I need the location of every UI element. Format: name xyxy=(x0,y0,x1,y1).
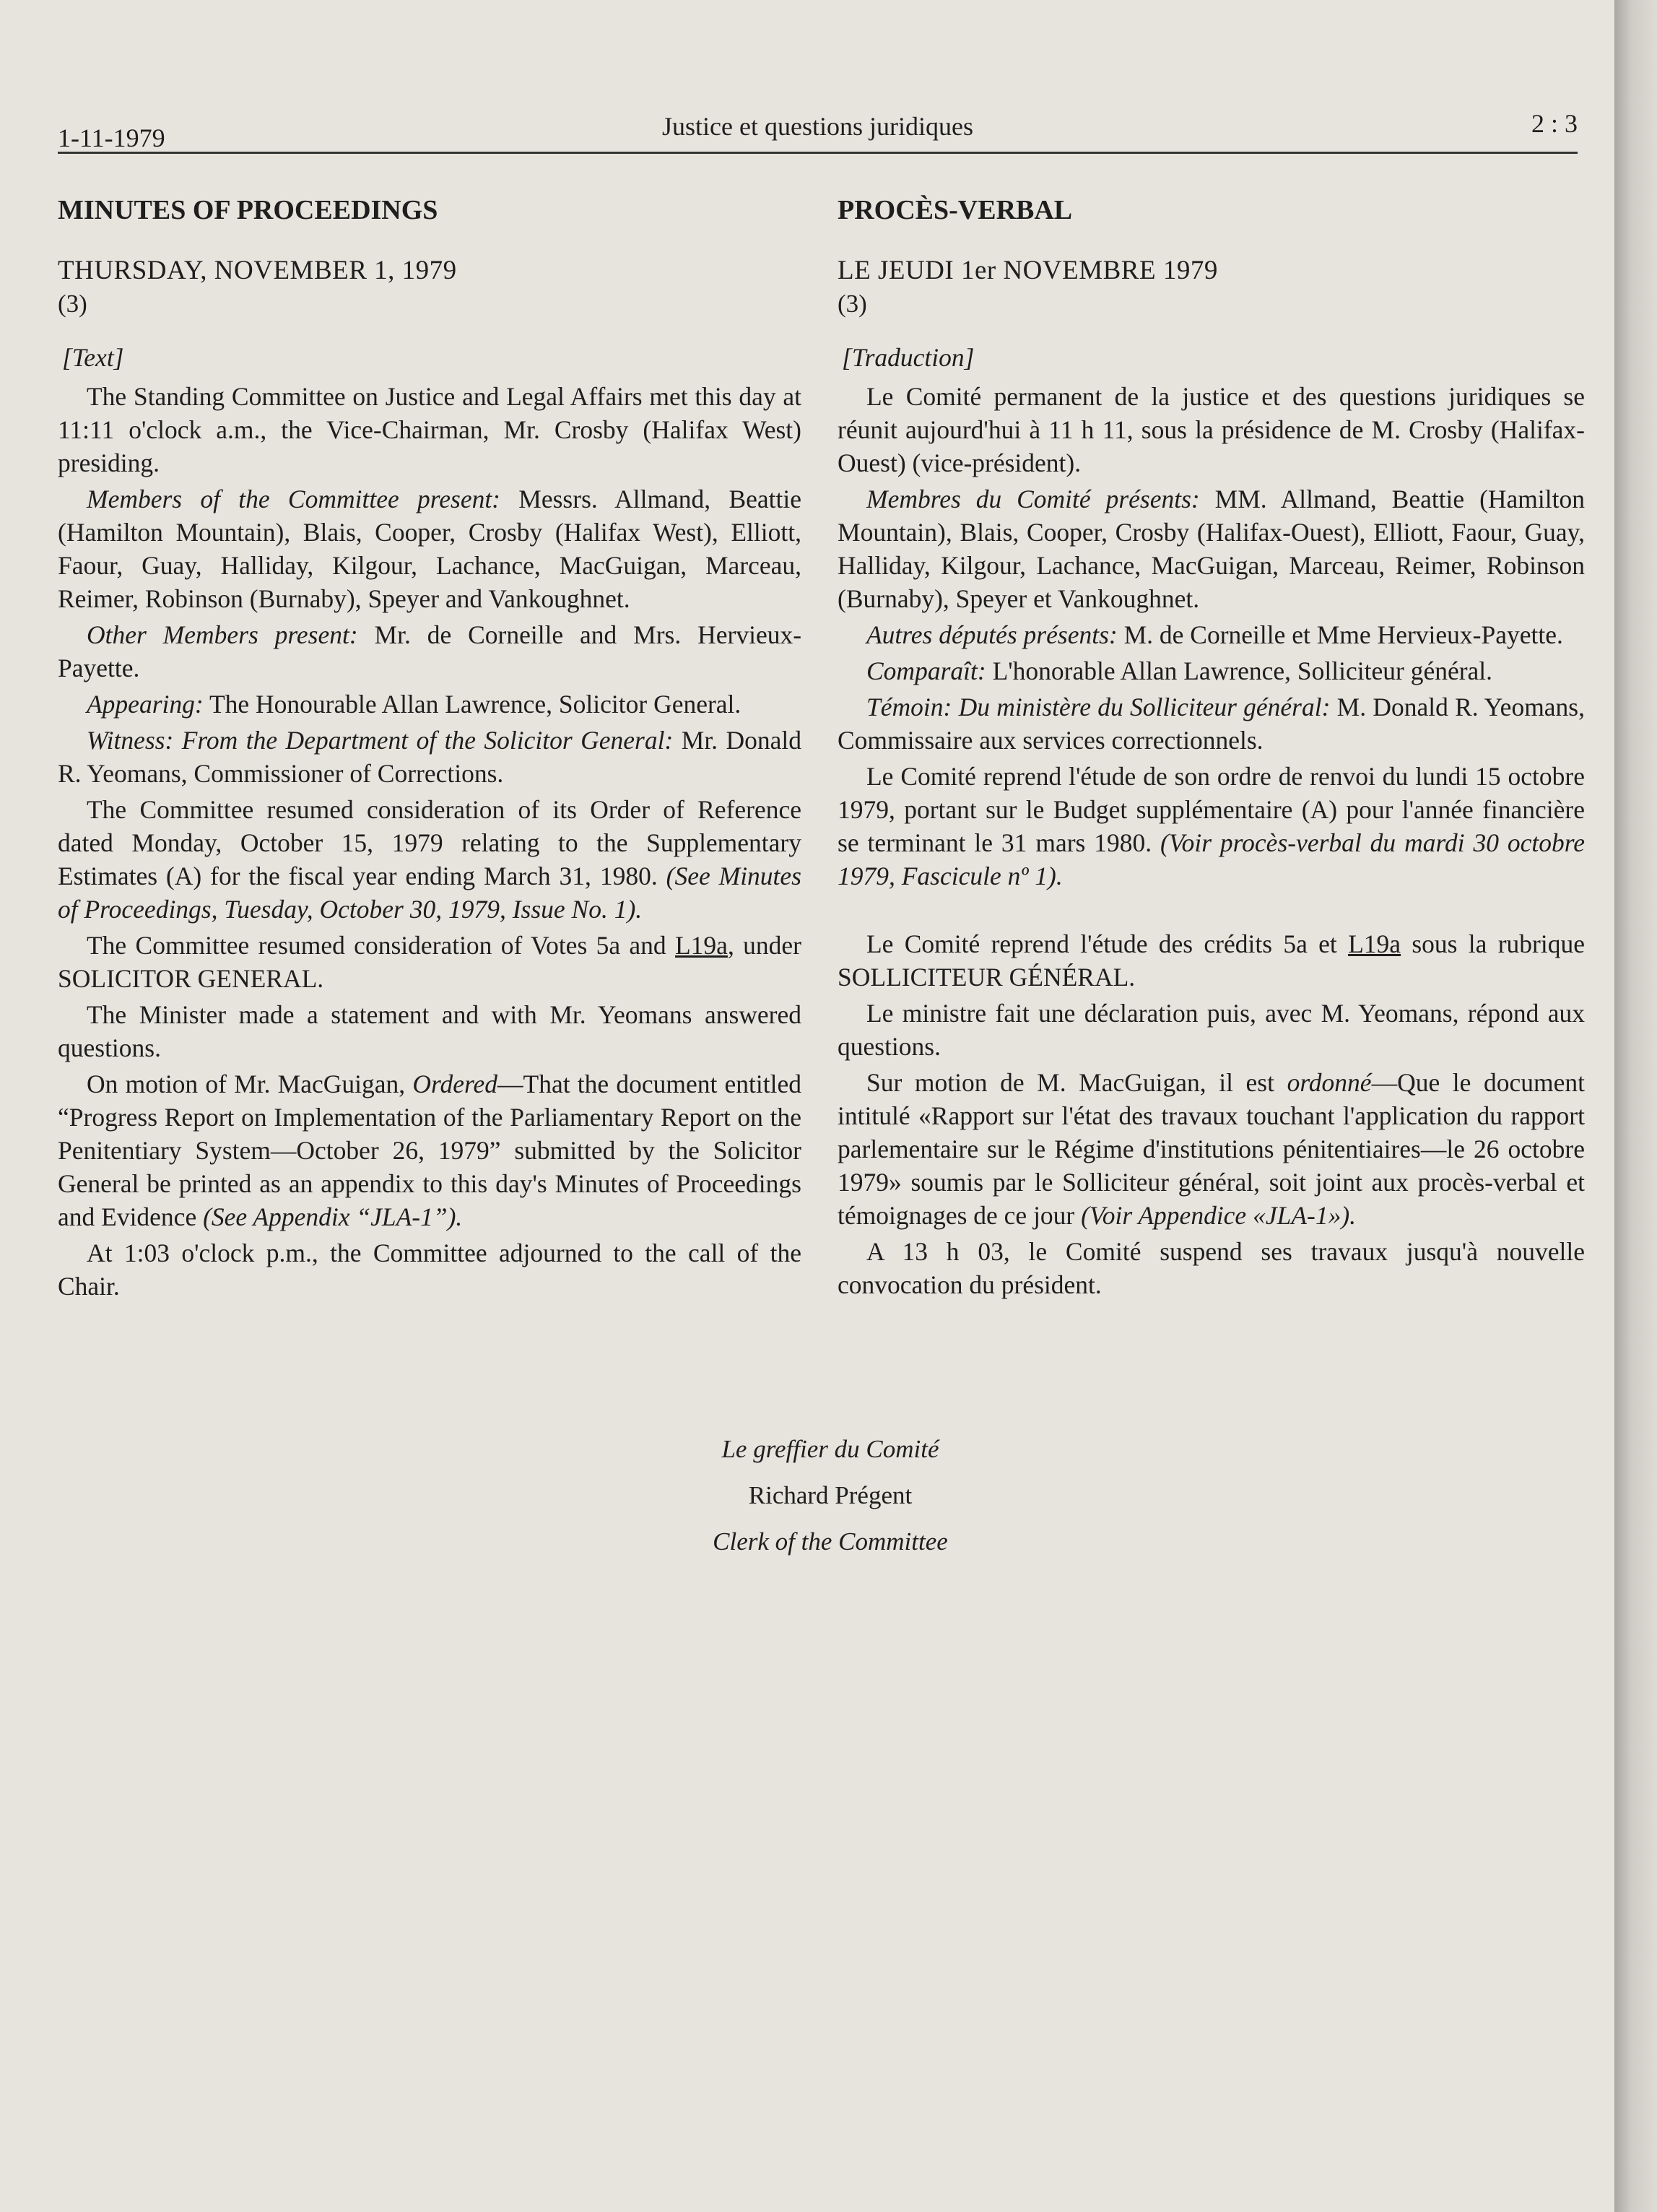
signature-name: Richard Prégent xyxy=(748,1481,913,1509)
french-other-members xyxy=(838,618,1585,651)
french-votes xyxy=(838,927,1585,994)
french-members-list: MM. Allmand, Beattie (Hamilton Mountain), Blais, Cooper, Crosby (Halifax-Ouest), Elliott, Faour, Guay, Halliday, Kilgour, Lachance, MacGuigan, Marceau, Reimer, Robinson (Burnaby), Speyer et Vankoughnet. xyxy=(838,485,1586,613)
english-votes-text: The Committee resumed consideration of Votes 5a and xyxy=(87,931,666,960)
english-heading: MINUTES OF PROCEEDINGS xyxy=(58,195,438,225)
page-edge-shadow xyxy=(1614,0,1657,2212)
english-appearing xyxy=(58,688,801,721)
french-paragraph-1: Le Comité permanent de la justice et des questions juridiques se réunit aujourd'hui à 11 h 11, sous la présidence de M. Crosby (Halifax-Ouest) (vice-président). xyxy=(838,382,1585,477)
french-adjournment: A 13 h 03, le Comité suspend ses travaux jusqu'à nouvelle convocation du président. xyxy=(838,1237,1585,1299)
english-other-members xyxy=(58,618,801,685)
french-heading: PROCÈS-VERBAL xyxy=(838,195,1073,225)
english-order-of-reference xyxy=(58,793,801,926)
english-order-text: The Committee resumed consideration of its Order of Reference dated Monday, October 15, 1979 relating to the Supplementary Estimates (A) for the fiscal year ending March 31, 1980. xyxy=(58,795,801,890)
french-minister-statement: Le ministre fait une déclaration puis, avec M. Yeomans, répond aux questions. xyxy=(838,999,1585,1061)
english-witness xyxy=(58,724,801,790)
french-column xyxy=(838,194,1585,1304)
english-votes xyxy=(58,929,801,995)
french-votes-text: Le Comité reprend l'étude des crédits 5a et xyxy=(866,929,1337,958)
french-motion-intro: Sur motion de M. MacGuigan, il est xyxy=(866,1068,1274,1097)
french-order-of-reference xyxy=(838,760,1585,893)
french-order-text: Le Comité reprend l'étude de son ordre de renvoi du lundi 15 octobre 1979, portant sur le Budget supplémentaire (A) pour l'année financière se terminant le 31 mars 1980. xyxy=(838,762,1585,857)
french-appearing xyxy=(838,654,1585,688)
signature-clerk-en: Clerk of the Committee xyxy=(713,1527,948,1556)
english-appearing-text: The Honourable Allan Lawrence, Solicitor General. xyxy=(209,690,741,719)
english-minister-statement: The Minister made a statement and with Mr. Yeomans answered questions. xyxy=(58,1000,801,1062)
french-witness-label: Témoin: Du ministère du Solliciteur général: xyxy=(866,693,1331,721)
english-other-members-list: Mr. de Corneille and Mrs. Hervieux-Payette. xyxy=(58,620,802,682)
french-motion-ordered: ordonné xyxy=(1287,1068,1372,1097)
header-date: 1-11-1979 xyxy=(58,123,165,152)
french-spacer xyxy=(838,895,1585,927)
english-votes-rubric: , under SOLICITOR GENERAL. xyxy=(58,931,801,993)
french-motion-ref: (Voir Appendice «JLA-1»). xyxy=(1081,1201,1357,1230)
header-title: Justice et questions juridiques xyxy=(662,112,973,141)
english-motion-ordered: Ordered xyxy=(412,1070,498,1098)
signature-clerk-fr: Le greffier du Comité xyxy=(721,1435,939,1463)
english-sitting-number: (3) xyxy=(58,290,87,318)
page-header xyxy=(58,108,1578,154)
english-motion xyxy=(58,1067,801,1233)
french-other-members-list: M. de Corneille et Mme Hervieux-Payette. xyxy=(1123,620,1563,649)
french-members-present xyxy=(838,482,1585,615)
english-other-members-label: Other Members present: xyxy=(87,620,358,649)
french-text-tag: [Traduction] xyxy=(842,343,975,372)
french-date: LE JEUDI 1er NOVEMBRE 1979 xyxy=(838,256,1218,285)
french-members-label: Membres du Comité présents: xyxy=(866,485,1200,513)
english-witness-text: Mr. Donald R. Yeomans, Commissioner of Corrections. xyxy=(58,726,801,788)
english-adjournment: At 1:03 o'clock p.m., the Committee adjourned to the call of the Chair. xyxy=(58,1239,801,1301)
english-paragraph-1: The Standing Committee on Justice and Legal Affairs met this day at 11:11 o'clock a.m., the Vice-Chairman, Mr. Crosby (Halifax West) presiding. xyxy=(58,382,801,477)
french-vote-l19a: L19a xyxy=(1348,929,1401,958)
english-text-tag: [Text] xyxy=(62,343,124,372)
english-order-ref: (See Minutes of Proceedings, Tuesday, October 30, 1979, Issue No. 1). xyxy=(58,862,801,924)
header-page-number: 2 : 3 xyxy=(1531,109,1578,138)
english-members-present xyxy=(58,482,801,615)
french-motion-text: —Que le document intitulé «Rapport sur l'état des travaux touchant l'application du rapport parlementaire sur le Régime d'institutions pénitentiaires—le 26 octobre 1979» soumis par le Solliciteur général, soit joint aux procès-verbal et témoignages de ce jour xyxy=(838,1068,1585,1230)
english-column xyxy=(58,194,801,1306)
french-appearing-text: L'honorable Allan Lawrence, Solliciteur général. xyxy=(992,656,1493,685)
english-members-label: Members of the Committee present: xyxy=(87,485,501,513)
english-motion-ref: (See Appendix “JLA-1”). xyxy=(203,1202,463,1231)
signature-block xyxy=(563,1426,1097,1565)
english-date: THURSDAY, NOVEMBER 1, 1979 xyxy=(58,256,457,285)
french-other-members-label: Autres députés présents: xyxy=(866,620,1118,649)
french-witness-text: M. Donald R. Yeomans, Commissaire aux services correctionnels. xyxy=(838,693,1585,755)
english-vote-l19a: L19a xyxy=(675,931,728,960)
french-sitting-number: (3) xyxy=(838,290,867,318)
french-motion xyxy=(838,1066,1585,1232)
english-motion-intro: On motion of Mr. MacGuigan, xyxy=(87,1070,406,1098)
french-appearing-label: Comparaît: xyxy=(866,656,986,685)
french-order-ref: (Voir procès-verbal du mardi 30 octobre 1979, Fascicule nº 1). xyxy=(838,828,1585,890)
french-votes-rubric: sous la rubrique SOLLICITEUR GÉNÉRAL. xyxy=(838,929,1585,992)
french-witness xyxy=(838,690,1585,757)
english-members-list: Messrs. Allmand, Beattie (Hamilton Mountain), Blais, Cooper, Crosby (Halifax West), Elliott, Faour, Guay, Halliday, Kilgour, Lachance, MacGuigan, Marceau, Reimer, Robinson (Burnaby), Speyer and Vankoughnet. xyxy=(58,485,802,613)
english-motion-text: —That the document entitled “Progress Report on Implementation of the Parliamentary Report on the Penitentiary System—October 26, 1979” submitted by the Solicitor General be printed as an appendix to this day's Minutes of Proceedings and Evidence xyxy=(58,1070,802,1231)
english-witness-label: Witness: From the Department of the Solicitor General: xyxy=(87,726,674,755)
english-appearing-label: Appearing: xyxy=(87,690,204,719)
